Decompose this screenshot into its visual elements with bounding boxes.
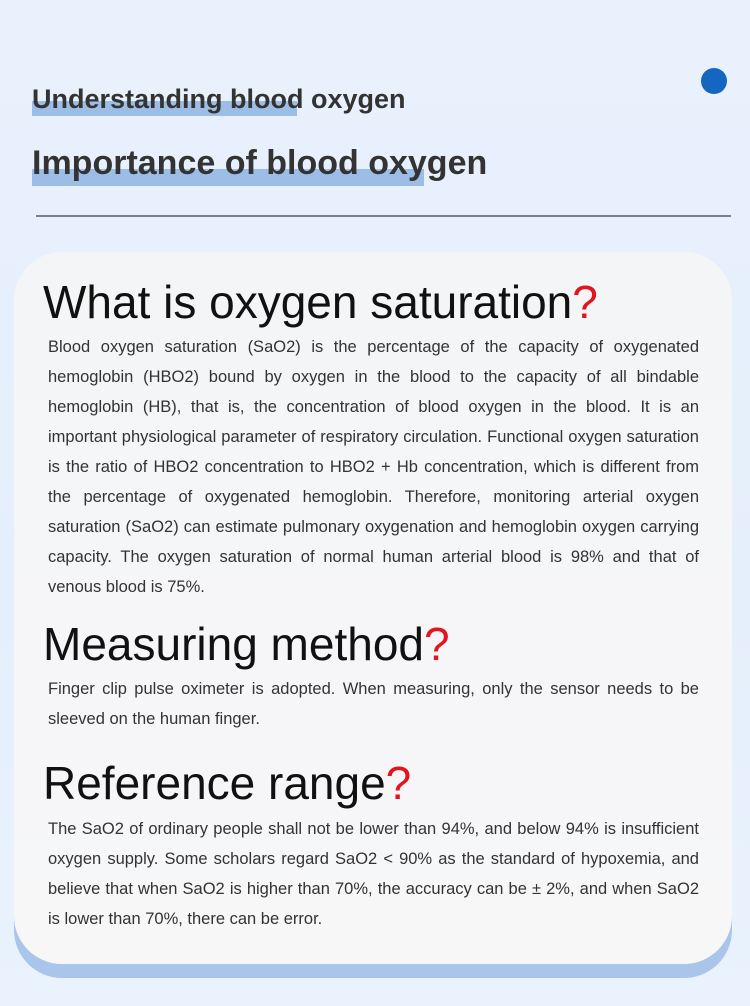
section-heading-text: Measuring method xyxy=(43,618,424,670)
header-divider xyxy=(36,215,731,217)
section-body-measuring-method: Finger clip pulse oximeter is adopted. When measuring, only the sensor needs to be sleeved on the human finger. xyxy=(48,680,699,728)
question-mark: ? xyxy=(572,276,598,328)
page-subtitle-text: Importance of blood oxygen xyxy=(32,144,488,182)
decorative-dot-icon xyxy=(701,68,727,94)
page-title xyxy=(32,86,406,113)
section-heading-oxygen-saturation xyxy=(43,276,598,328)
question-mark: ? xyxy=(423,618,450,670)
section-heading-text: What is oxygen saturation xyxy=(43,276,573,328)
section-body-reference-range: The SaO2 of ordinary people shall not be lower than 94%, and below 94% is insufficient oxygen supply. Some scholars regard SaO2 < 90% as the standard of hypoxemia, and believe that when SaO2 is higher than 70%, the accuracy can be ± 2%, and when SaO2 is lower than 70%, there can be error. xyxy=(48,820,699,928)
section-heading-measuring-method xyxy=(43,618,450,670)
page-subtitle xyxy=(32,146,487,180)
section-body-oxygen-saturation: Blood oxygen saturation (SaO2) is the percentage of the capacity of oxygenated hemoglobin (HBO2) bound by oxygen in the blood to the capacity of all bindable hemoglobin (HB), that is, the concentration of blood oxygen in the blood. It is an important physiological parameter of respiratory circulation. Functional oxygen saturation is the ratio of HBO2 concentration to HBO2 + Hb concentration, which is different from the percentage of oxygenated hemoglobin. Therefore, monitoring arterial oxygen saturation (SaO2) can estimate pulmonary oxygenation and hemoglobin oxygen carrying capacity. The oxygen saturation of normal human arterial blood is 98% and that of venous blood is 75%. xyxy=(48,338,699,596)
page-title-text: Understanding blood oxygen xyxy=(32,84,406,114)
question-mark: ? xyxy=(385,757,412,809)
section-heading-text: Reference range xyxy=(43,757,386,809)
section-heading-reference-range xyxy=(43,757,412,809)
